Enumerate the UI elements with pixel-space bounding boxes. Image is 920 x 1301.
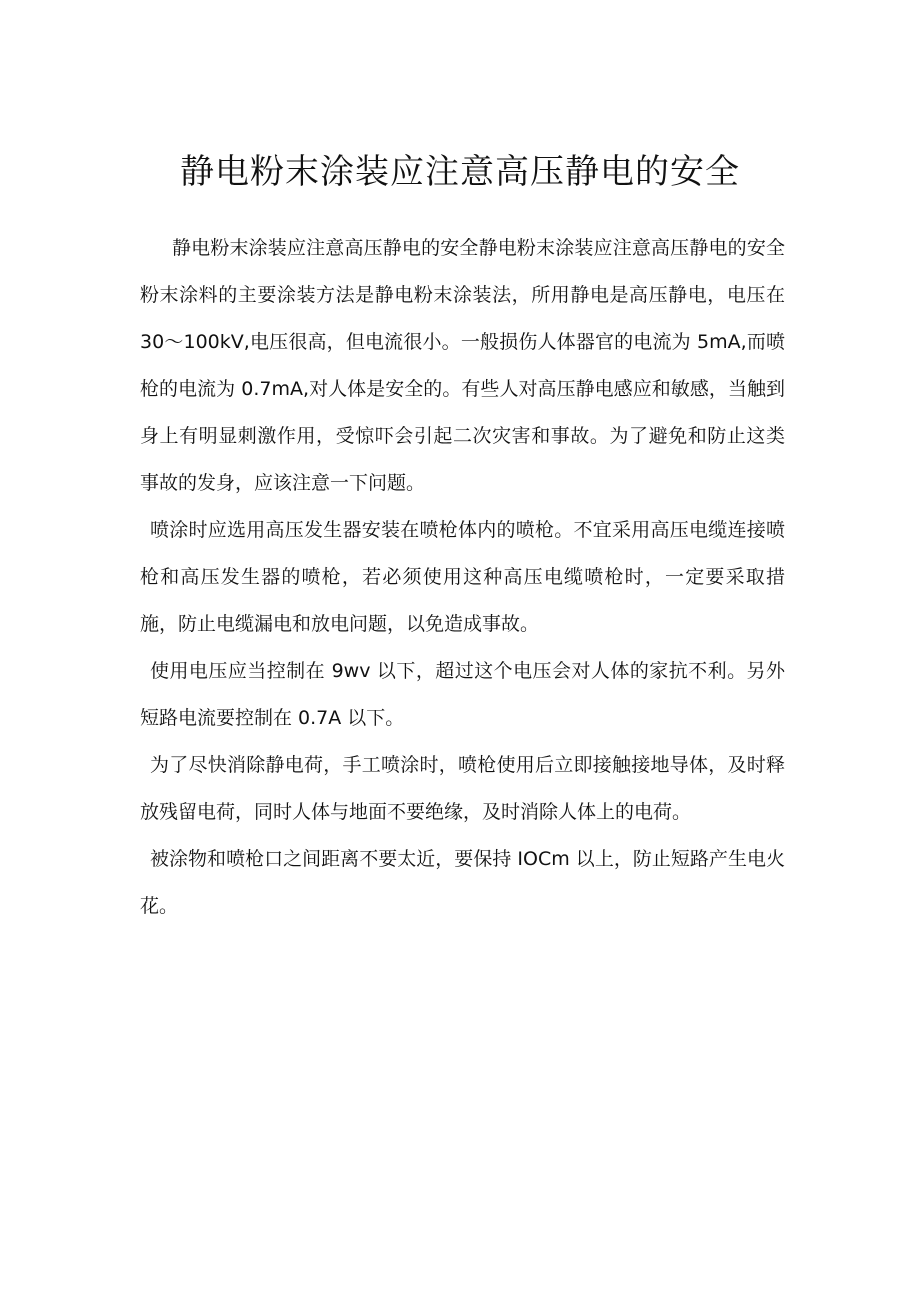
- document-title: 静电粉末涂装应注意高压静电的安全: [180, 152, 740, 192]
- paragraph-spray-gun: 喷涂时应选用高压发生器安装在喷枪体内的喷枪。不宜采用高压电缆连接喷枪和高压发生器的喷枪，若必须使用这种高压电缆喷枪时，一定要采取措施，防止电缆漏电和放电问题，以免造成事故。: [140, 519, 785, 635]
- document-body: [140, 225, 785, 930]
- paragraph-distance: 被涂物和喷枪口之间距离不要太近，要保持 IOCm 以上，防止短路产生电火花。: [140, 848, 785, 917]
- paragraph-voltage: 使用电压应当控制在 9wv 以下，超过这个电压会对人体的家抗不利。另外短路电流要控制在 0.7A 以下。: [140, 660, 785, 729]
- paragraph-discharge: 为了尽快消除静电荷，手工喷涂时，喷枪使用后立即接触接地导体，及时释放残留电荷，同时人体与地面不要绝缘，及时消除人体上的电荷。: [140, 754, 785, 823]
- paragraph-intro: 静电粉末涂装应注意高压静电的安全静电粉末涂装应注意高压静电的安全粉末涂料的主要涂装方法是静电粉末涂装法，所用静电是高压静电，电压在 30～100kV,电压很高，但电流很小。一般损伤人体器官的电流为 5mA,而喷枪的电流为 0.7mA,对人体是安全的。有些人对高压静电感应和敏感，当触到身上有明显刺激作用，受惊吓会引起二次灾害和事故。为了避免和防止这类事故的发身，应该注意一下问题。: [140, 237, 785, 494]
